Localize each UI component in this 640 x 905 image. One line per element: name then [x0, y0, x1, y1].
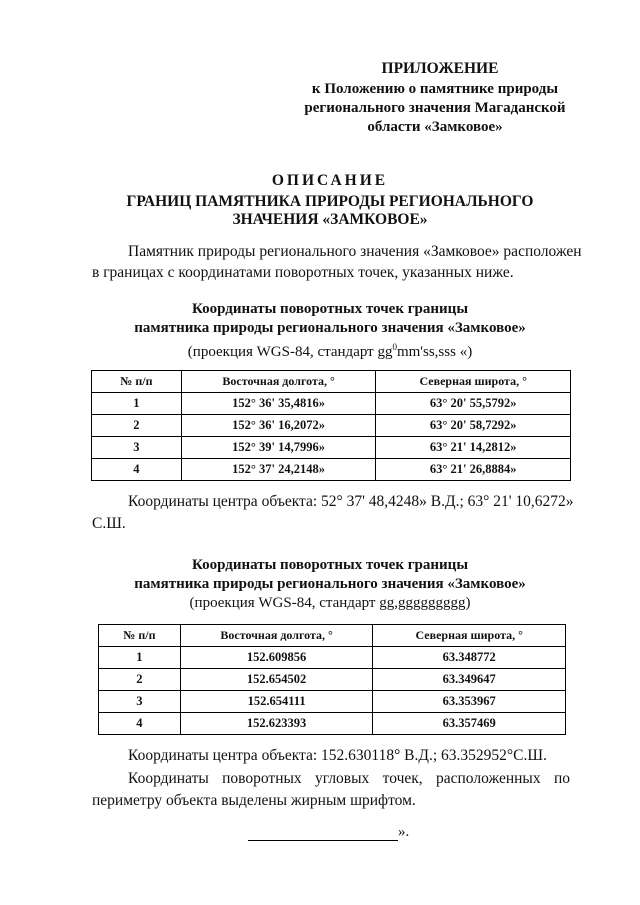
cell: 3 — [99, 691, 181, 713]
subtitle-line: ЗНАЧЕНИЯ «ЗАМКОВОЕ» — [232, 211, 428, 228]
table-row — [99, 713, 566, 735]
cell: 4 — [92, 459, 182, 481]
table-header-row — [99, 625, 566, 647]
caption-title: Координаты поворотных точек границы — [191, 301, 469, 317]
cell: 1 — [99, 647, 181, 669]
signature-line — [248, 824, 409, 841]
cell: 63° 21' 14,2812» — [376, 437, 571, 459]
table-row — [92, 459, 571, 481]
cell: 63° 20' 58,7292» — [376, 415, 571, 437]
center-coordinates: Координаты центра объекта: 52° 37' 48,4248» В.Д.; 63° 21' 10,6272» — [128, 493, 574, 510]
caption-projection: (проекция WGS-84, стандарт gg,ggggggggg) — [189, 595, 471, 611]
cell: 152.654111 — [180, 691, 373, 713]
header-cell: Северная широта, ° — [373, 625, 566, 647]
caption-title: памятника природы регионального значения «Замковое» — [134, 576, 526, 592]
intro-line: Памятник природы регионального значения «Замковое» расположен — [128, 243, 582, 260]
caption-title: Координаты поворотных точек границы — [191, 557, 469, 573]
table-row — [92, 393, 571, 415]
appendix-title: ПРИЛОЖЕНИЕ — [381, 60, 499, 77]
subtitle-line: ГРАНИЦ ПАМЯТНИКА ПРИРОДЫ РЕГИОНАЛЬНОГО — [126, 193, 534, 210]
header-cell: Восточная долгота, ° — [180, 625, 373, 647]
header-cell: № п/п — [92, 371, 182, 393]
header-cell: № п/п — [99, 625, 181, 647]
cell: 63.348772 — [373, 647, 566, 669]
bold-note: Координаты поворотных угловых точек, расположенных по — [128, 770, 570, 787]
caption-projection: (проекция WGS-84, стандарт $gg^0mm'ss,sss$ «) — [187, 342, 473, 360]
table-header-row — [92, 371, 571, 393]
table-row — [92, 415, 571, 437]
header-cell: Восточная долгота, ° — [181, 371, 376, 393]
bold-note: периметру объекта выделены жирным шрифтом. — [92, 792, 416, 809]
cell: 63° 20' 55,5792» — [376, 393, 571, 415]
table-row — [92, 437, 571, 459]
cell: 152° 36' 35,4816» — [181, 393, 376, 415]
document-subtitle — [80, 193, 580, 229]
appendix-reference — [300, 80, 570, 137]
center-coordinates: Координаты центра объекта: 152.630118° В.Д.; 63.352952°С.Ш. — [128, 747, 547, 764]
table-row — [99, 669, 566, 691]
appendix-ref-line: регионального значения Магаданской — [304, 100, 566, 116]
table-row — [99, 691, 566, 713]
closing-quote: ». — [398, 824, 410, 840]
cell: 63.353967 — [373, 691, 566, 713]
coordinates-table-decimal — [98, 624, 566, 735]
cell: 63.357469 — [373, 713, 566, 735]
appendix-ref-line: к Положению о памятнике природы — [311, 81, 559, 97]
caption-title: памятника природы регионального значения «Замковое» — [134, 320, 526, 336]
cell: 2 — [92, 415, 182, 437]
cell: 152.654502 — [180, 669, 373, 691]
cell: 152° 39' 14,7996» — [181, 437, 376, 459]
cell: 1 — [92, 393, 182, 415]
center-coordinates: С.Ш. — [92, 515, 126, 532]
cell: 152° 36' 16,2072» — [181, 415, 376, 437]
cell: 63.349647 — [373, 669, 566, 691]
table-row — [99, 647, 566, 669]
cell: 152.609856 — [180, 647, 373, 669]
header-cell: Северная широта, ° — [376, 371, 571, 393]
intro-line: в границах с координатами поворотных точек, указанных ниже. — [92, 264, 514, 281]
document-title: ОПИСАНИЕ — [271, 172, 389, 189]
cell: 152.623393 — [180, 713, 373, 735]
cell: 152° 37' 24,2148» — [181, 459, 376, 481]
cell: 4 — [99, 713, 181, 735]
section1-caption — [80, 300, 580, 362]
coordinates-table-dms — [91, 370, 571, 481]
cell: 63° 21' 26,8884» — [376, 459, 571, 481]
cell: 3 — [92, 437, 182, 459]
blank-line — [248, 826, 398, 841]
section2-caption — [80, 556, 580, 613]
appendix-ref-line: области «Замковое» — [367, 119, 503, 135]
cell: 2 — [99, 669, 181, 691]
